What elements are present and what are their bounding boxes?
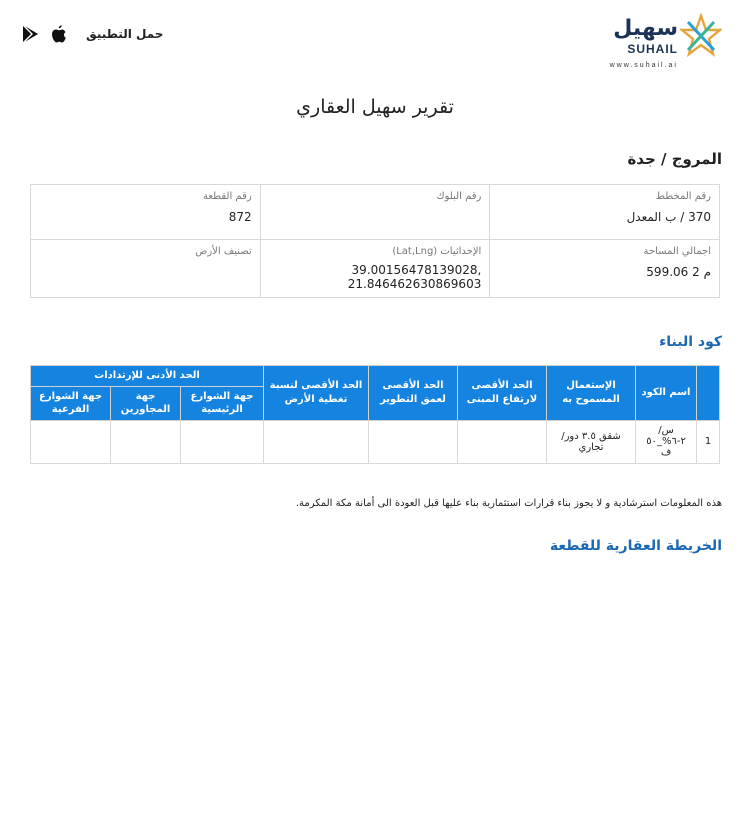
total-area-value: 599.06 م 2 [646, 265, 711, 279]
row-code-name: س/٢-٦%_٥٠ ف [636, 420, 697, 463]
max-coverage-header: الحد الأقصى لنسبة تغطية الأرض [264, 366, 369, 421]
top-bar [0, 0, 750, 80]
max-depth-header: الحد الأقصى لعمق التطوير [369, 366, 458, 421]
row-max-height [458, 420, 547, 463]
download-app-label[interactable]: حمل التطبيق [86, 27, 164, 41]
coordinates-lat: 21.846462630869603 [347, 277, 482, 291]
parcel-info-table [30, 184, 720, 298]
coordinates-label: الإحداثيات (Lat,Lng) [392, 246, 482, 257]
plan-number-cell [490, 185, 720, 240]
logo-url-text: www.suhail.ai [609, 62, 678, 69]
plan-number-value: 370 / ب المعدل [626, 210, 711, 224]
total-area-label: اجمالي المساحة [643, 246, 711, 257]
row-allowed-use: شقق ٣.٥ دور/ تجاري [547, 420, 636, 463]
logo-english-text: SUHAIL [627, 42, 678, 56]
neighbors-header: جهة المجاورين [111, 386, 181, 420]
location-heading: المروج / جدة [627, 150, 722, 168]
total-area-cell [490, 240, 720, 298]
parcel-number-value: 872 [228, 210, 252, 224]
suhail-star-icon [680, 12, 722, 60]
apple-icon[interactable] [50, 24, 70, 44]
row-index: 1 [697, 420, 720, 463]
parcel-number-label: رقم القطعة [202, 191, 252, 202]
row-main-street [181, 420, 264, 463]
row-max-coverage [264, 420, 369, 463]
block-number-cell [260, 185, 490, 240]
allowed-use-header: الإستعمال المسموح به [547, 366, 636, 421]
coordinates-cell [260, 240, 490, 298]
google-play-icon[interactable] [22, 24, 42, 44]
parcel-map-heading: الخريطة العقارية للقطعة [549, 538, 722, 554]
disclaimer-text: هذه المعلومات استرشادية و لا يجوز بناء قرارات استثمارية بناء عليها قبل العودة الى أمانة مكة المكرمة. [295, 498, 722, 509]
report-title: تقرير سهيل العقاري [296, 96, 454, 118]
block-number-label: رقم البلوك [436, 191, 482, 202]
suhail-logo [602, 12, 722, 76]
max-height-header: الحد الأقصى لارتفاع المبنى [458, 366, 547, 421]
parcel-number-cell [31, 185, 261, 240]
row-side-street [31, 420, 111, 463]
index-header [697, 366, 720, 421]
row-max-depth [369, 420, 458, 463]
land-class-label: تصنيف الأرض [195, 246, 252, 257]
main-street-header: جهة الشوارع الرئيسية [181, 386, 264, 420]
app-download-bar [22, 24, 163, 44]
row-neighbors [111, 420, 181, 463]
table-row [31, 420, 720, 463]
building-code-table [30, 365, 720, 464]
logo-arabic-text: سهيل [613, 16, 678, 41]
side-street-header: جهة الشوارع الفرعية [31, 386, 111, 420]
code-name-header: اسم الكود [636, 366, 697, 421]
min-setbacks-header: الحد الأدنى للإرتدادات [31, 366, 264, 387]
building-code-heading: كود البناء [659, 334, 722, 350]
plan-number-label: رقم المخطط [655, 191, 711, 202]
coordinates-lng: 39.00156478139028, [351, 263, 482, 277]
land-class-cell [31, 240, 261, 298]
